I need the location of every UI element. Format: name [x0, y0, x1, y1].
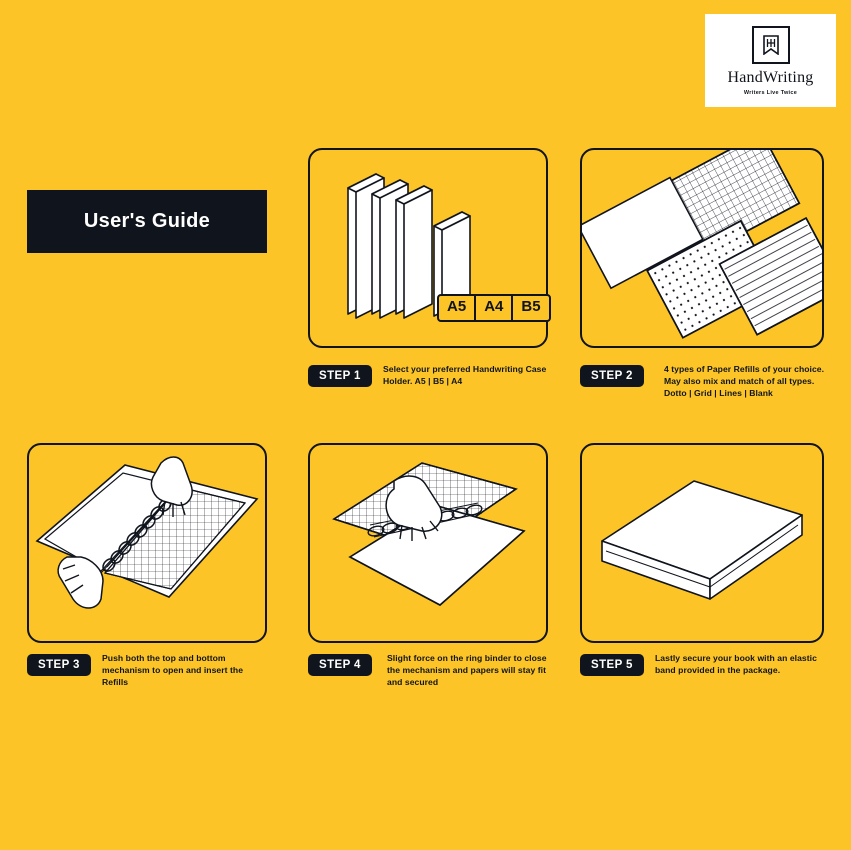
page-title — [27, 190, 267, 253]
brand-logo — [705, 14, 836, 107]
size-tag-b5: B5 — [521, 298, 541, 315]
step-4-badge: STEP 4 — [308, 654, 372, 676]
step-3-badge: STEP 3 — [27, 654, 91, 676]
step-4-caption: Slight force on the ring binder to close the mechanism and papers will stay fit and secured — [387, 653, 547, 688]
brand-name: HandWriting — [727, 68, 814, 86]
size-tag-group — [437, 294, 551, 322]
step-1-caption: Select your preferred Handwriting Case Holder. A5 | B5 | A4 — [383, 364, 547, 387]
step-4-illustration — [308, 443, 548, 643]
step-3-illustration — [27, 443, 267, 643]
step-5-badge: STEP 5 — [580, 654, 644, 676]
step-3-caption: Push both the top and bottom mechanism to open and insert the Refills — [102, 653, 244, 688]
page-title-text: User's Guide — [83, 210, 211, 232]
step-5-illustration — [580, 443, 824, 643]
bookmark-monogram-icon — [752, 26, 790, 64]
step-1-badge: STEP 1 — [308, 365, 372, 387]
step-2-caption: 4 types of Paper Refills of your choice. May also mix and match of all types. Dotto | Grid | Lines | Blank — [664, 364, 825, 399]
brand-tagline: Writers Live Twice — [743, 89, 798, 96]
step-2-badge: STEP 2 — [580, 365, 644, 387]
size-tag-a4: A4 — [476, 296, 513, 320]
step-2-illustration — [580, 148, 824, 348]
size-tag-a5: A5 — [439, 296, 476, 320]
step-5-caption: Lastly secure your book with an elastic band provided in the package. — [655, 653, 817, 676]
